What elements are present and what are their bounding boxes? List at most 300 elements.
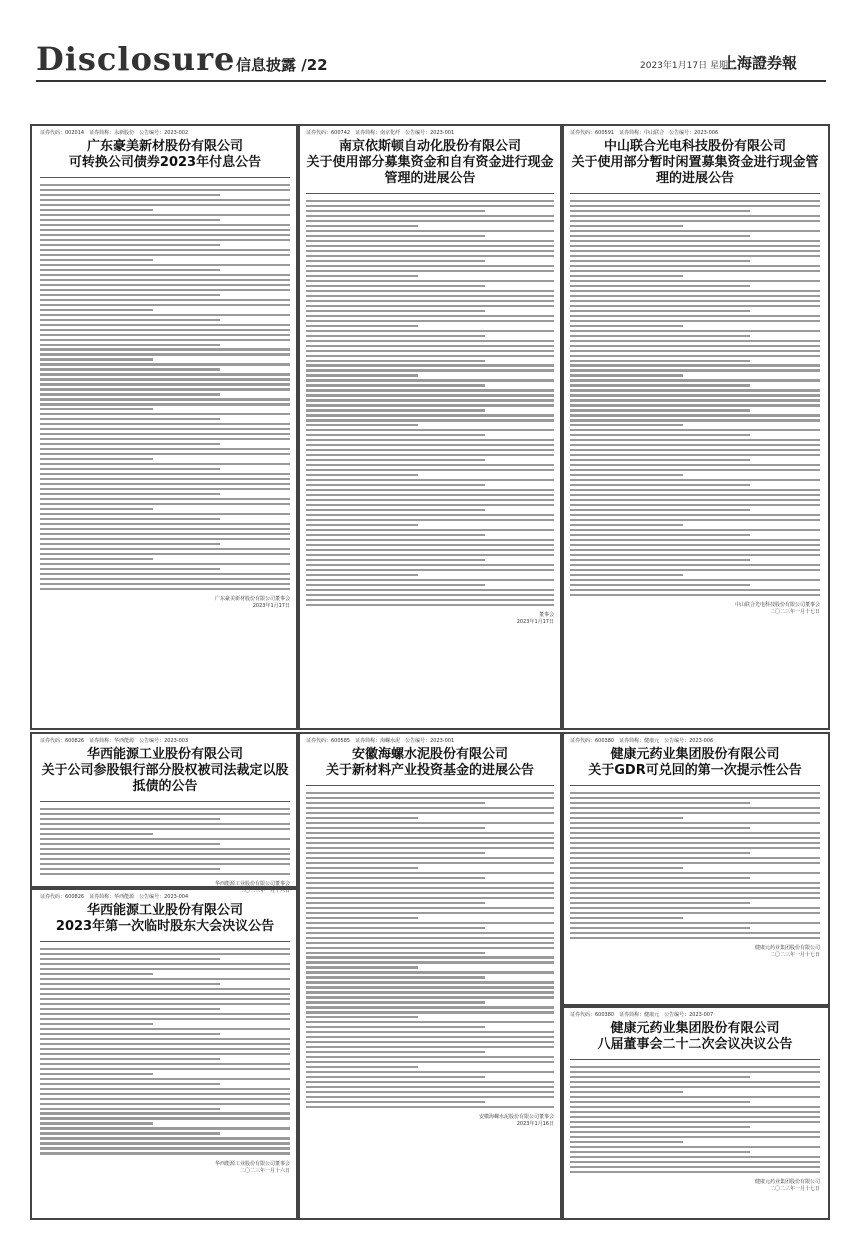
text-line: [570, 564, 820, 566]
text-line: [306, 594, 554, 596]
text-line: [570, 384, 750, 386]
section-label: 信息披露 /22: [236, 56, 328, 74]
title-divider: [40, 801, 290, 802]
text-line: [306, 792, 554, 794]
text-line: [306, 852, 485, 854]
text-line: [570, 1066, 820, 1068]
text-line: [570, 225, 683, 227]
text-line: [40, 568, 220, 570]
text-line: [570, 280, 820, 282]
text-line: [306, 986, 554, 988]
text-line: [570, 584, 750, 586]
notice-code: 证券代码：600826 证券简称：华西能源 公告编号：2023-003: [40, 738, 189, 744]
text-line: [40, 368, 220, 370]
text-line: [306, 200, 554, 202]
text-line: [306, 1026, 485, 1028]
title-divider: [570, 193, 820, 194]
text-line: [570, 419, 820, 421]
text-line: [306, 409, 485, 411]
text-line: [40, 329, 290, 331]
text-line: [570, 275, 683, 277]
text-line: [570, 559, 750, 561]
text-line: [40, 973, 153, 975]
text-line: [40, 818, 220, 820]
text-line: [40, 518, 220, 520]
text-line: [40, 808, 290, 810]
text-line: [570, 852, 750, 854]
text-line: [570, 489, 820, 491]
text-line: [570, 1096, 820, 1098]
text-line: [306, 305, 554, 307]
text-line: [570, 1126, 750, 1128]
header-rule: [36, 80, 826, 82]
text-line: [40, 1098, 290, 1100]
text-line: [40, 393, 220, 395]
text-line: [40, 1152, 290, 1154]
text-line: [570, 832, 820, 834]
text-line: [306, 549, 554, 551]
text-line: [40, 958, 220, 960]
text-line: [40, 1038, 290, 1040]
text-line: [306, 892, 554, 894]
text-line: [40, 1108, 220, 1110]
text-line: [306, 922, 554, 924]
text-line: [570, 494, 820, 496]
text-line: [306, 454, 554, 456]
text-line: [306, 554, 554, 556]
text-line: [40, 443, 220, 445]
text-line: [40, 1073, 153, 1075]
text-line: [40, 848, 290, 850]
text-line: [306, 265, 554, 267]
text-line: [40, 453, 290, 455]
text-line: [570, 270, 820, 272]
text-line: [306, 837, 554, 839]
notice-code: 证券代码：600380 证券简称：健康元 公告编号：2023-006: [570, 738, 714, 744]
text-line: [570, 817, 683, 819]
text-line: [40, 468, 220, 470]
notice-signature: 董事会 2023年1月17日: [516, 611, 554, 625]
text-line: [40, 1088, 290, 1090]
text-line: [306, 1001, 485, 1003]
text-line: [570, 579, 820, 581]
text-line: [570, 335, 750, 337]
text-line: [570, 1101, 750, 1103]
text-line: [306, 812, 554, 814]
text-line: [40, 488, 290, 490]
text-line: [40, 983, 220, 985]
text-line: [570, 399, 820, 401]
text-line: [570, 454, 820, 456]
text-line: [306, 1106, 554, 1108]
text-line: [306, 817, 418, 819]
text-line: [40, 299, 290, 301]
text-line: [306, 539, 554, 541]
text-line: [40, 508, 153, 510]
issue-date: 2023年1月17日 星期二: [640, 61, 737, 71]
text-line: [570, 827, 750, 829]
text-line: [306, 290, 554, 292]
text-line: [306, 529, 554, 531]
text-line: [40, 813, 290, 815]
text-line: [40, 1083, 220, 1085]
notice-signature: 健康元药业集团股份有限公司 二〇二三年一月十七日: [754, 1178, 820, 1192]
text-line: [306, 579, 554, 581]
text-line: [570, 1076, 750, 1078]
text-line: [306, 937, 554, 939]
text-line: [40, 1122, 153, 1124]
text-line: [40, 1063, 290, 1065]
text-line: [306, 434, 485, 436]
text-line: [40, 1117, 290, 1119]
text-line: [570, 892, 820, 894]
text-line: [570, 434, 750, 436]
text-line: [570, 285, 750, 287]
text-line: [306, 240, 554, 242]
text-line: [40, 1142, 290, 1144]
text-line: [306, 872, 554, 874]
text-line: [306, 807, 554, 809]
text-line: [306, 300, 554, 302]
text-line: [570, 857, 820, 859]
text-line: [570, 842, 820, 844]
text-line: [306, 1036, 554, 1038]
text-line: [570, 364, 820, 366]
notice-title: 安徽海螺水泥股份有限公司 关于新材料产业投资基金的进展公告: [325, 747, 534, 778]
text-line: [306, 952, 485, 954]
text-line: [40, 239, 290, 241]
text-line: [570, 1166, 820, 1168]
text-line: [40, 264, 290, 266]
notice-title: 健康元药业集团股份有限公司 关于GDR可兑回的第一次提示性公告: [588, 747, 802, 778]
text-line: [570, 379, 820, 381]
text-line: [40, 383, 290, 385]
text-line: [570, 360, 750, 362]
text-line: [40, 493, 220, 495]
text-line: [570, 932, 820, 934]
title-divider: [40, 941, 290, 942]
text-line: [570, 877, 750, 879]
text-line: [306, 966, 418, 968]
text-line: [306, 484, 485, 486]
text-line: [570, 1171, 820, 1173]
text-line: [570, 464, 820, 466]
text-line: [570, 369, 820, 371]
text-line: [570, 797, 820, 799]
text-line: [306, 1066, 418, 1068]
text-line: [306, 1051, 485, 1053]
text-line: [570, 569, 820, 571]
text-line: [306, 245, 554, 247]
text-line: [306, 902, 485, 904]
text-line: [570, 315, 820, 317]
text-line: [40, 583, 290, 585]
text-line: [40, 353, 290, 355]
text-line: [570, 474, 683, 476]
text-line: [570, 235, 750, 237]
text-line: [306, 519, 554, 521]
text-line: [570, 330, 820, 332]
page-header: [0, 0, 857, 80]
text-line: [40, 358, 153, 360]
text-line: [40, 219, 220, 221]
text-line: [40, 1033, 220, 1035]
text-line: [306, 1096, 554, 1098]
text-line: [306, 961, 554, 963]
text-line: [40, 543, 220, 545]
text-line: [306, 1006, 554, 1008]
text-line: [570, 519, 820, 521]
text-line: [306, 912, 554, 914]
text-line: [570, 449, 820, 451]
text-line: [306, 1031, 554, 1033]
text-line: [40, 319, 220, 321]
text-line: [570, 245, 820, 247]
text-line: [306, 862, 554, 864]
text-line: [40, 968, 290, 970]
text-line: [306, 827, 485, 829]
text-line: [570, 444, 820, 446]
notice-signature: 华西能源工业股份有限公司董事会 二〇二三年一月十六日: [214, 1160, 290, 1174]
text-line: [570, 439, 820, 441]
text-line: [306, 599, 554, 601]
text-line: [570, 1111, 820, 1113]
text-line: [40, 523, 290, 525]
text-line: [570, 514, 820, 516]
text-line: [570, 200, 820, 202]
text-line: [570, 215, 820, 217]
text-line: [40, 1147, 290, 1149]
text-line: [40, 184, 290, 186]
text-line: [306, 459, 485, 461]
text-line: [570, 862, 820, 864]
text-line: [306, 802, 485, 804]
text-line: [306, 310, 485, 312]
text-line: [570, 205, 820, 207]
text-line: [40, 823, 290, 825]
text-line: [306, 1091, 554, 1093]
text-line: [40, 843, 220, 845]
text-line: [306, 474, 418, 476]
text-line: [40, 294, 220, 296]
text-line: [570, 574, 683, 576]
text-line: [570, 917, 683, 919]
text-line: [40, 498, 290, 500]
text-line: [570, 802, 750, 804]
text-line: [306, 1056, 554, 1058]
text-line: [40, 458, 153, 460]
text-line: [306, 1041, 554, 1043]
text-line: [40, 953, 290, 955]
text-line: [570, 1151, 750, 1153]
text-line: [306, 235, 485, 237]
text-line: [306, 797, 554, 799]
notice-title: 中山联合光电科技股份有限公司 关于使用部分暂时闲置募集资金进行现金管理的进展公告: [571, 139, 819, 186]
text-line: [306, 325, 418, 327]
text-line: [306, 509, 485, 511]
text-line: [40, 1048, 290, 1050]
text-line: [570, 469, 820, 471]
text-line: [306, 444, 554, 446]
text-line: [40, 833, 153, 835]
text-line: [306, 330, 554, 332]
notice-signature: 中山联合光电科技股份有限公司董事会 二〇二三年一月十七日: [734, 601, 820, 615]
text-line: [570, 404, 820, 406]
text-line: [570, 1121, 820, 1123]
notice-title: 健康元药业集团股份有限公司 八届董事会二十二次会议决议公告: [597, 1021, 793, 1052]
text-line: [40, 868, 220, 870]
text-line: [40, 428, 290, 430]
text-line: [40, 528, 290, 530]
notice-code: 证券代码：600585 证券简称：海螺水泥 公告编号：2023-001: [306, 738, 455, 744]
text-line: [40, 433, 290, 435]
text-line: [306, 379, 554, 381]
text-line: [306, 414, 554, 416]
text-line: [40, 1053, 290, 1055]
text-line: [570, 847, 820, 849]
text-line: [570, 837, 820, 839]
text-line: [40, 573, 290, 575]
text-line: [40, 249, 290, 251]
text-line: [40, 279, 290, 281]
text-line: [306, 976, 485, 978]
text-line: [570, 872, 820, 874]
text-line: [306, 230, 554, 232]
text-line: [40, 533, 290, 535]
text-line: [40, 1093, 290, 1095]
text-line: [306, 369, 554, 371]
text-line: [570, 1161, 820, 1163]
text-line: [306, 1011, 554, 1013]
notice-signature: 华西能源工业股份有限公司董事会 二〇二三年一月十六日: [214, 880, 290, 894]
text-line: [306, 917, 418, 919]
text-line: [306, 384, 485, 386]
text-line: [40, 398, 290, 400]
text-line: [306, 394, 554, 396]
text-line: [570, 812, 820, 814]
text-line: [40, 828, 290, 830]
text-line: [40, 548, 290, 550]
text-line: [306, 822, 554, 824]
title-divider: [570, 785, 820, 786]
text-line: [570, 300, 820, 302]
text-line: [570, 544, 820, 546]
text-line: [306, 1071, 554, 1073]
text-line: [40, 863, 290, 865]
text-line: [570, 1136, 820, 1138]
text-line: [570, 459, 750, 461]
text-line: [40, 478, 290, 480]
text-line: [306, 877, 485, 879]
text-line: [570, 534, 750, 536]
text-line: [40, 378, 290, 380]
text-line: [306, 360, 485, 362]
text-line: [570, 792, 820, 794]
text-line: [570, 345, 820, 347]
text-line: [570, 867, 683, 869]
text-line: [306, 564, 554, 566]
notice-signature: 健康元药业集团股份有限公司 二〇二三年一月十七日: [754, 944, 820, 958]
notice-code: 证券代码：002014 证券简称：永新股份 公告编号：2023-002: [40, 130, 189, 136]
text-line: [40, 963, 290, 965]
text-line: [306, 832, 554, 834]
text-line: [306, 320, 554, 322]
text-line: [306, 260, 485, 262]
text-line: [40, 373, 290, 375]
text-line: [570, 310, 750, 312]
text-line: [40, 189, 290, 191]
text-line: [40, 873, 290, 875]
text-line: [40, 363, 290, 365]
text-line: [306, 504, 554, 506]
text-line: [570, 305, 820, 307]
text-line: [40, 1112, 290, 1114]
text-line: [306, 942, 554, 944]
notice-signature: 安徽海螺水泥股份有限公司董事会 2023年1月16日: [478, 1114, 554, 1128]
notice-code: 证券代码：600826 证券简称：华西能源 公告编号：2023-004: [40, 894, 189, 900]
text-line: [570, 250, 820, 252]
text-line: [306, 584, 485, 586]
text-line: [40, 224, 290, 226]
text-line: [570, 1086, 820, 1088]
text-line: [306, 350, 554, 352]
text-line: [306, 971, 554, 973]
text-line: [40, 513, 290, 515]
text-line: [40, 1068, 290, 1070]
text-line: [570, 409, 750, 411]
text-line: [570, 320, 820, 322]
notice-title: 南京依斯顿自动化股份有限公司 关于使用部分募集资金和自有资金进行现金管理的进展公告: [306, 139, 554, 186]
text-line: [40, 334, 290, 336]
text-line: [570, 484, 750, 486]
notice-title: 广东豪美新材股份有限公司 可转换公司债券2023年付息公告: [68, 139, 262, 170]
text-line: [40, 563, 290, 565]
text-line: [570, 807, 820, 809]
text-line: [40, 324, 290, 326]
text-line: [306, 404, 554, 406]
text-line: [306, 340, 554, 342]
text-line: [570, 1071, 820, 1073]
text-line: [40, 274, 290, 276]
text-line: [306, 205, 554, 207]
text-line: [40, 314, 290, 316]
text-line: [40, 438, 290, 440]
text-line: [40, 304, 290, 306]
text-line: [40, 418, 220, 420]
text-line: [570, 220, 820, 222]
text-line: [306, 210, 485, 212]
text-line: [306, 399, 554, 401]
text-line: [306, 857, 554, 859]
text-line: [306, 499, 554, 501]
text-line: [306, 285, 485, 287]
text-line: [40, 993, 290, 995]
text-line: [570, 429, 820, 431]
text-line: [40, 348, 290, 350]
text-line: [306, 255, 554, 257]
text-line: [570, 255, 820, 257]
text-line: [40, 1008, 220, 1010]
text-line: [40, 1013, 290, 1015]
text-line: [40, 948, 290, 950]
text-line: [40, 1043, 290, 1045]
text-line: [570, 295, 820, 297]
text-line: [40, 199, 290, 201]
text-line: [306, 842, 554, 844]
text-line: [40, 309, 153, 311]
text-line: [570, 499, 820, 501]
text-line: [306, 429, 554, 431]
